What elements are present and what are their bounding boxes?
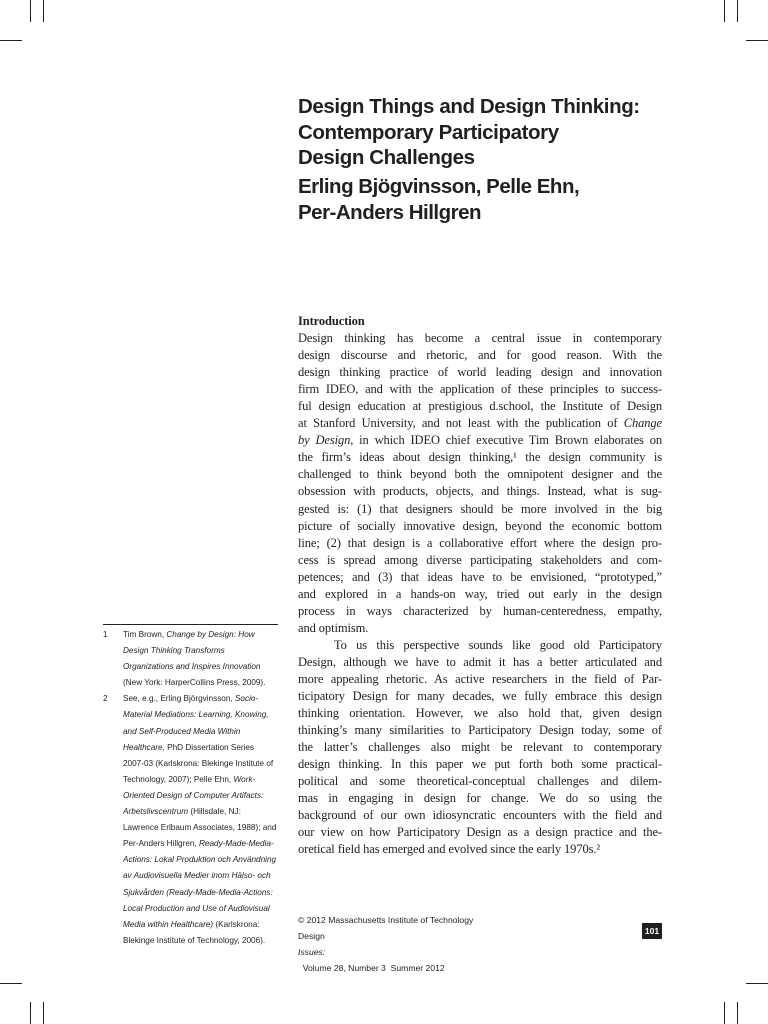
- footnote-line: [123, 788, 283, 804]
- author-line: Erling Bjögvinsson, Pelle Ehn,: [298, 175, 580, 198]
- body-line: and explored in a hands-on way, tried out early in the design: [298, 586, 662, 601]
- crop-mark: [746, 40, 768, 41]
- body-line: [298, 432, 662, 449]
- article-title: [298, 94, 718, 171]
- book-title-fragment: Change: [623, 416, 662, 431]
- footnote-number: 2: [103, 694, 108, 704]
- author-line: Per-Anders Hillgren: [298, 200, 482, 224]
- footnote-title: Change by Design: How: [166, 630, 255, 639]
- body-line: process in ways characterized by human-centeredness, empathy,: [298, 603, 662, 618]
- footnote-text: (New York: HarperCollins Press, 2009).: [123, 678, 266, 688]
- footnote-line: [123, 917, 283, 933]
- footnote-2: [103, 691, 283, 949]
- body-line: picture of socially innovative design, beyond the economic bottom: [298, 518, 662, 533]
- footnote-line: [123, 885, 283, 901]
- footnote-line: [123, 804, 283, 820]
- footnote-line: [123, 820, 283, 836]
- footnote-title: and Self-Produced Media Within: [123, 726, 241, 736]
- footnote-text: PhD Dissertation Series: [164, 742, 255, 752]
- body-line: oretical field has emerged and evolved since the early 1970s.²: [298, 842, 601, 857]
- body-line: background of our own idiosyncratic encounters with the field and: [298, 808, 662, 823]
- body-line: To us this perspective sounds like good old Participatory: [334, 637, 662, 652]
- body-line: obsession with products, objects, and things. Instead, what is sug-: [298, 484, 662, 499]
- footnote-line: [123, 627, 283, 643]
- footnote-title: Ready-Made-Media-: [199, 839, 274, 849]
- body-line: design discourse and rhetoric, and for good reason. With the: [298, 348, 662, 363]
- body-line: our view on how Participatory Design as a design practice and the-: [298, 825, 662, 840]
- footnote-title: Organizations and Inspires Innovation: [123, 662, 261, 672]
- footnote-text: Lawrence Erlbaum Associates, 1988); and: [123, 823, 277, 833]
- page-number: 101: [642, 923, 662, 939]
- footnote-text: See, e.g., Erling Björgvinsson,: [123, 694, 235, 704]
- footnote-title: Media within Healthcare): [123, 919, 214, 929]
- crop-mark: [43, 1002, 44, 1024]
- body-line: political and some theoretical-conceptual challenges and dilem-: [298, 774, 662, 789]
- body-line: the firm’s ideas about design thinking,¹ the design community is: [298, 450, 662, 465]
- footnote-rule: [103, 624, 278, 625]
- footnote-text: Technology, 2007); Pelle Ehn,: [123, 774, 234, 784]
- body-line: mas in engaging in design for change. We do so using the: [298, 791, 662, 806]
- footnote-title: Arbetslivscentrum: [123, 807, 189, 817]
- footnote-title: Sjukvården (Ready-Made-Media-Actions:: [123, 887, 273, 897]
- title-line: Design Challenges: [298, 146, 475, 169]
- crop-mark: [0, 983, 22, 984]
- footnote-line: [123, 772, 283, 788]
- footnote-text: Blekinge Institute of Technology, 2006).: [123, 935, 266, 945]
- crop-mark: [0, 40, 22, 41]
- body-line: the latter’s challenges also might be relevant to contemporary: [298, 740, 662, 755]
- footnote-line: [123, 852, 283, 868]
- section-heading: Introduction: [298, 314, 365, 328]
- footnote-line: [123, 691, 283, 707]
- footnote-line: [123, 707, 283, 723]
- footnote-line: [123, 868, 283, 884]
- issue-info: Volume 28, Number 3 Summer 2012: [298, 963, 445, 973]
- article-body: [298, 313, 662, 859]
- body-line: ful design education at prestigious d.school, the Institute of Design: [298, 399, 662, 414]
- footnote-line: [123, 643, 283, 659]
- body-line: cess is spread among diverse participating stakeholders and com-: [298, 552, 662, 567]
- body-line: Design, although we have to admit it has a better articulated and: [298, 654, 662, 669]
- journal-name-italic: Issues:: [298, 947, 326, 957]
- footnote-line: [123, 836, 283, 852]
- crop-mark: [737, 1002, 738, 1024]
- crop-mark: [724, 1002, 725, 1024]
- journal-name: Design: [298, 931, 325, 941]
- body-line: more appealing rhetoric. As active researchers in the field of Par-: [298, 671, 662, 686]
- body-line: petences; and (3) that ideas have to be envisioned, “prototyped,”: [298, 569, 662, 584]
- book-title-fragment: by Design: [298, 433, 351, 448]
- footnote-line: [123, 756, 283, 772]
- crop-mark: [737, 0, 738, 22]
- crop-mark: [43, 0, 44, 22]
- body-line: challenged to think beyond both the omnipotent designer and the: [298, 467, 662, 482]
- footnote-title: Socio-: [234, 694, 259, 704]
- footnote-line: [123, 675, 283, 691]
- crop-mark: [30, 0, 31, 22]
- body-line: [298, 415, 662, 432]
- footnote-1: [103, 627, 283, 691]
- body-line: ticipatory Design for many decades, we fully embrace this design: [298, 689, 662, 704]
- footnote-line: [123, 740, 283, 756]
- footnote-title: av Audiovisuella Medier inom Hälso- och: [123, 871, 271, 881]
- footnote-line: [123, 933, 283, 949]
- title-line: Contemporary Participatory: [298, 120, 559, 144]
- footnote-text: (Hillsdale, NJ:: [188, 807, 241, 817]
- body-line: thinking’s many similarities to Participatory Design today, some of: [298, 723, 662, 738]
- article-authors: [298, 174, 718, 225]
- footnote-text: (Karlskrona:: [213, 919, 260, 929]
- footnotes: [103, 627, 283, 949]
- crop-mark: [30, 1002, 31, 1024]
- copyright-line: © 2012 Massachusetts Institute of Technology: [298, 915, 474, 925]
- body-line: line; (2) that design is a collaborative effort where the design pro-: [298, 535, 662, 550]
- footnote-text: Tim Brown,: [123, 630, 167, 639]
- journal-line: [298, 928, 663, 976]
- footnote-title: Actions: Lokal Produktion och Användning: [123, 855, 277, 865]
- crop-mark: [724, 0, 725, 22]
- page-footer: [298, 912, 663, 976]
- footnote-title: Healthcare,: [123, 742, 165, 752]
- footnote-line: [123, 901, 283, 917]
- footnote-title: Local Production and Use of Audiovisual: [123, 903, 270, 913]
- footnote-title: Material Mediations: Learning, Knowing,: [123, 710, 269, 720]
- footnote-title: Design Thinking Transforms: [123, 646, 225, 656]
- body-line: firm IDEO, and with the application of these principles to success-: [298, 382, 662, 397]
- footnote-title: Work-: [233, 774, 256, 784]
- body-text: , in which IDEO chief executive Tim Brown elaborates on: [350, 433, 662, 448]
- crop-mark: [746, 983, 768, 984]
- footnote-line: [123, 659, 283, 675]
- body-line: design thinking. In this paper we put forth both some practical-: [298, 757, 662, 772]
- footnote-text: 2007-03 (Karlskrona: Blekinge Institute of: [123, 758, 274, 768]
- footnote-text: Per-Anders Hillgren,: [123, 839, 199, 849]
- body-line: thinking orientation. However, we also hold that, given design: [298, 706, 662, 721]
- body-line: and optimism.: [298, 620, 369, 635]
- footnote-number: 1: [103, 630, 108, 639]
- footnote-title: Oriented Design of Computer Artifacts:: [123, 790, 264, 800]
- body-line: design thinking practice of world leading design and innovation: [298, 365, 662, 380]
- body-line: gested is: (1) that designers should be more involved in the big: [298, 501, 662, 516]
- title-line: Design Things and Design Thinking:: [298, 95, 640, 118]
- footnote-line: [123, 724, 283, 740]
- body-text: at Stanford University, and not least with the publication of: [298, 416, 624, 431]
- body-line: Design thinking has become a central issue in contemporary: [298, 331, 662, 346]
